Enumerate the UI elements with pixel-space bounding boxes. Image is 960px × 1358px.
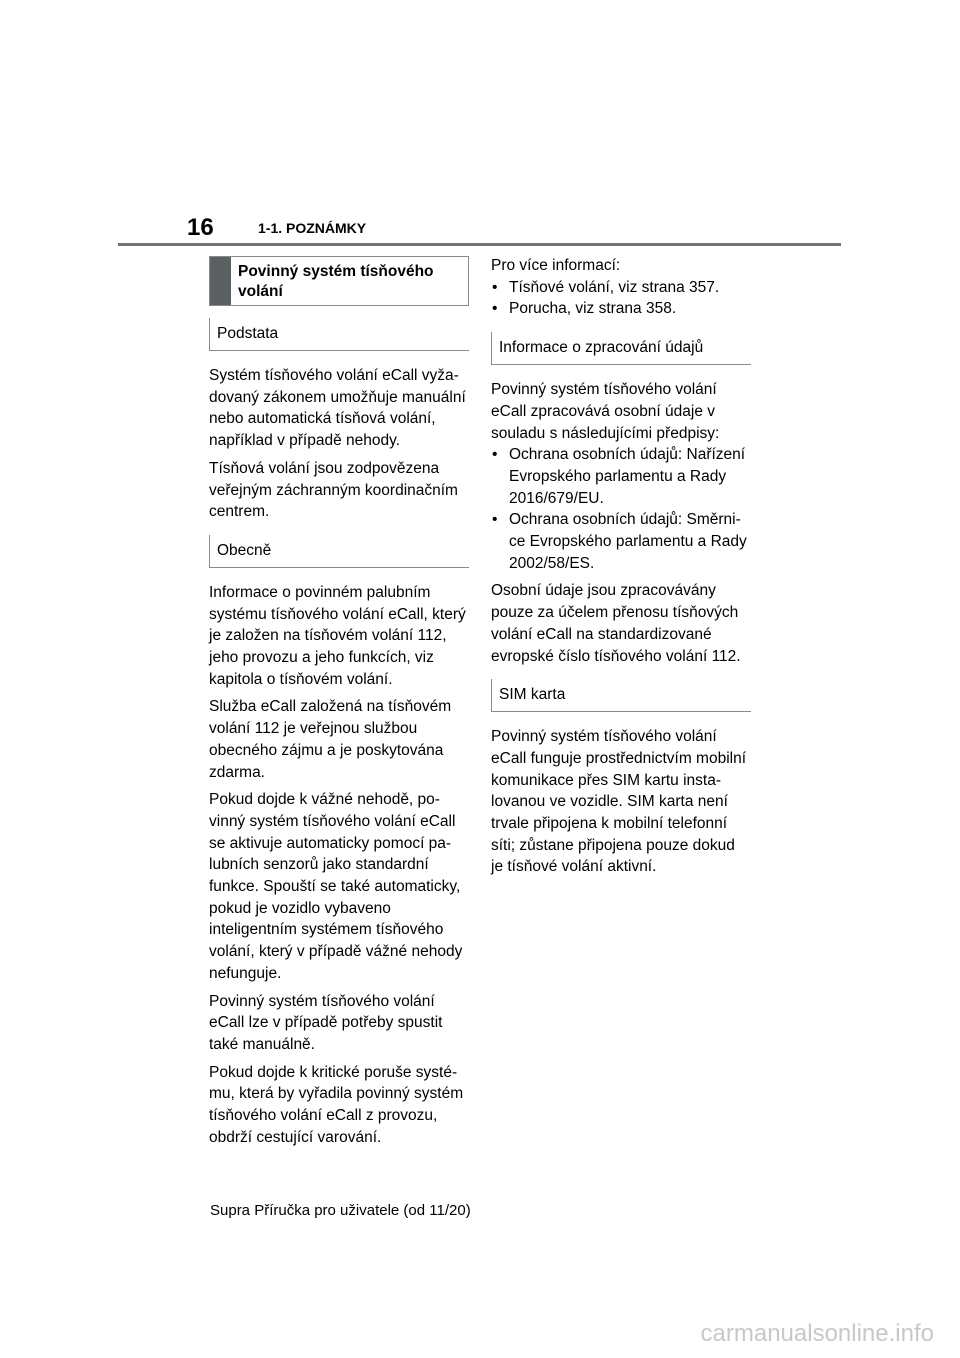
watermark: carmanualsonline.info: [700, 1320, 934, 1347]
paragraph: Osobní údaje jsou zpracovávány pouze za účelem přenosu tísňových volání eCall na standardizované evropské číslo tísňového volání 112.: [491, 582, 741, 665]
subheading-podstata: Podstata: [209, 318, 469, 351]
section-heading-text: Povinný systém tísňového volání: [238, 263, 434, 300]
list-item: • Ochrana osobních údajů: Směrnice Evropského parlamentu a Rady 2002/58/ES.: [491, 509, 751, 574]
paragraph: Systém tísňového volání eCall vyžadovaný zákonem umožňuje manuální nebo automatická tísňová volání, například v případě nehody.: [209, 367, 466, 450]
header-rule: [118, 243, 841, 246]
paragraph: Povinný systém tísňového volání eCall lze v případě potřeby spustit také manuálně.: [209, 992, 443, 1053]
list-item: • Tísňové volání, viz strana 357.: [491, 277, 751, 299]
paragraph: Informace o povinném palubním systému tísňového volání eCall, který je založen na tísňovém volání 112, jeho provozu a jeho funkcích, viz kapitola o tísňovém volání.: [209, 583, 466, 688]
subheading-obecne: Obecně: [209, 535, 469, 568]
paragraph: Povinný systém tísňového volání eCall funguje prostřednictvím mobilní komunikace přes SIM kartu instalovanou ve vozidle. SIM karta není trvale připojena k mobilní telefonní síti; zůstane připojena pouze dokud je tísňové volání aktivní.: [491, 728, 747, 876]
reference-list: [491, 277, 751, 320]
list-item: • Porucha, viz strana 358.: [491, 298, 751, 320]
heading-bar: [210, 257, 231, 305]
list-item: • Ochrana osobních údajů: Nařízení Evropského parlamentu a Rady 2016/679/EU.: [491, 444, 751, 509]
regulation-list: [491, 444, 751, 574]
chapter-title: 1-1. POZNÁMKY: [258, 220, 367, 236]
paragraph: Služba eCall založená na tísňovém volání 112 je veřejnou službou obecného zájmu a je poskytována zdarma.: [209, 698, 452, 781]
section-heading: [209, 256, 469, 306]
paragraph: Pokud dojde k vážné nehodě, povinný systém tísňového volání eCall se aktivuje automaticky pomocí palubních senzorů jako standardní funkce. Spouští se také automaticky, pokud je vozidlo vybaveno inteligentním systémem tísňového volání, který v případě vážné nehody nefunguje.: [209, 791, 463, 982]
paragraph: Povinný systém tísňového volání eCall zpracovává osobní údaje v souladu s následujícími předpisy:: [491, 381, 720, 442]
paragraph: Tísňová volání jsou zodpovězena veřejným záchranným koordinačním centrem.: [209, 459, 458, 521]
paragraph: Pokud dojde k kritické poruše systému, která by vyřadila povinný systém tísňového volání eCall z provozu, obdrží cestující varování.: [209, 1063, 464, 1146]
subheading-sim-card: SIM karta: [491, 679, 751, 712]
footer-text: Supra Příručka pro uživatele (od 11/20): [210, 1202, 471, 1219]
paragraph: Pro více informací:: [491, 257, 621, 274]
page-number: 16: [187, 214, 214, 241]
left-column: [209, 255, 469, 1155]
subheading-data-processing: Informace o zpracování údajů: [491, 332, 751, 365]
right-column: [491, 255, 751, 884]
